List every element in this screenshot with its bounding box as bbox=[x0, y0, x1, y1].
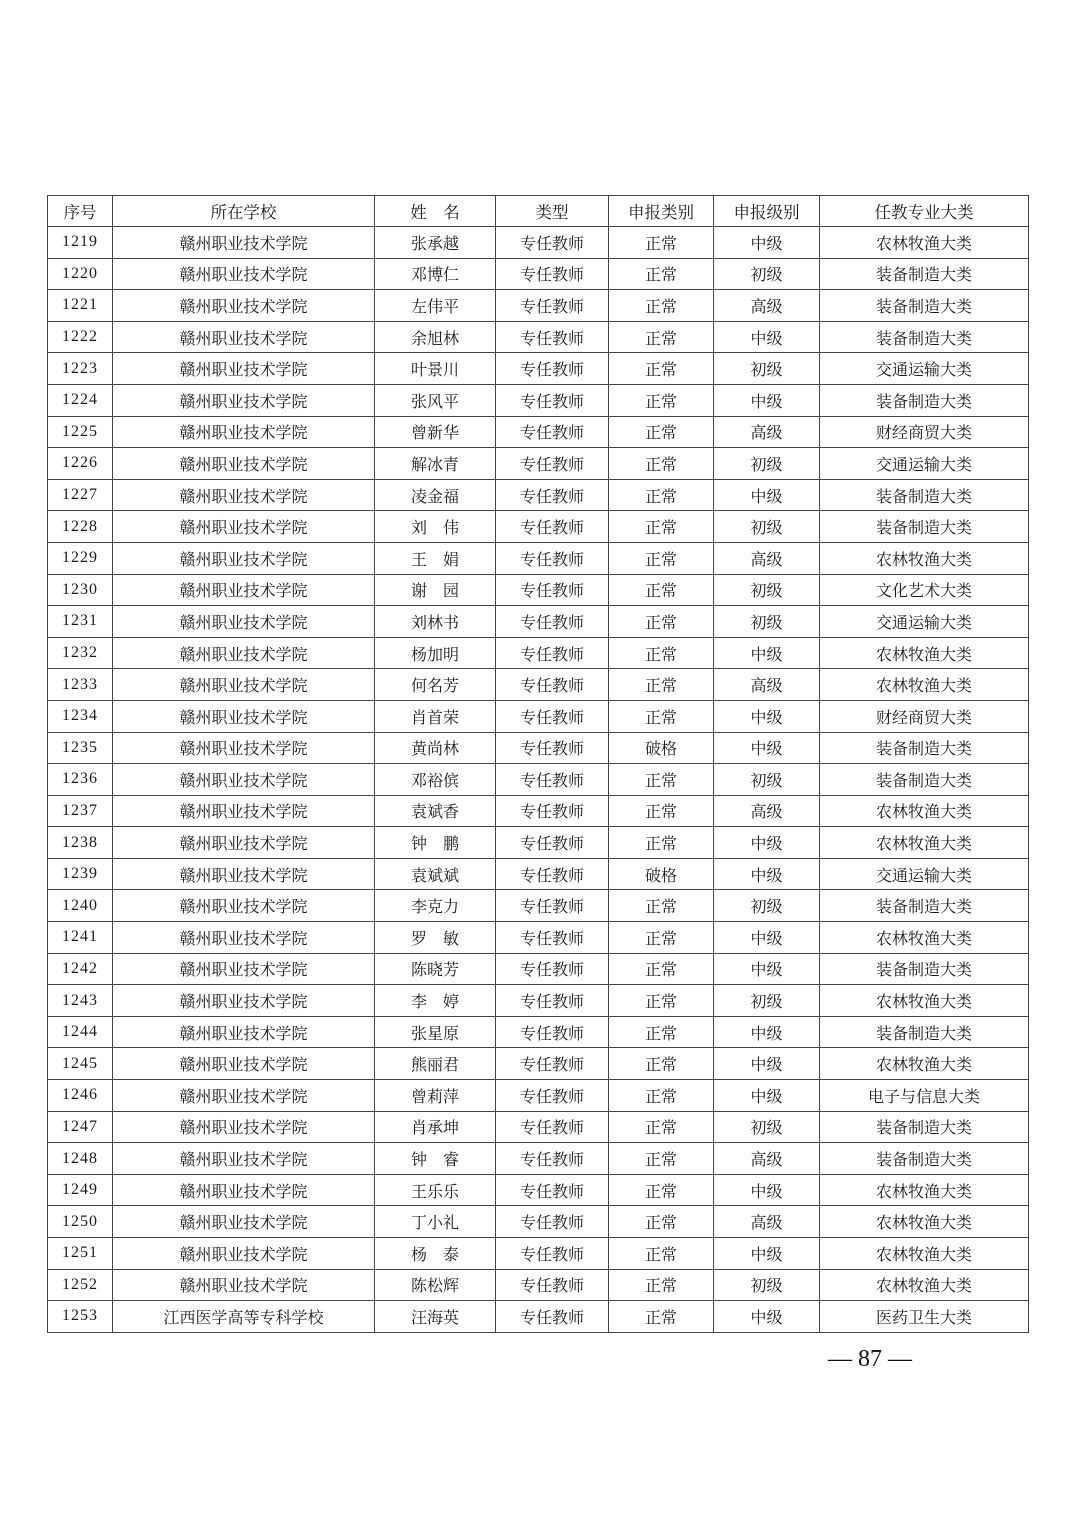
cell-level: 高级 bbox=[714, 290, 820, 322]
cell-school: 赣州职业技术学院 bbox=[113, 1206, 375, 1238]
cell-school: 赣州职业技术学院 bbox=[113, 321, 375, 353]
table-row bbox=[48, 827, 1029, 859]
table-row bbox=[48, 1269, 1029, 1301]
header-school: 所在学校 bbox=[113, 196, 375, 227]
cell-school: 赣州职业技术学院 bbox=[113, 227, 375, 259]
cell-type: 专任教师 bbox=[496, 1206, 609, 1238]
cell-type: 专任教师 bbox=[496, 795, 609, 827]
cell-school: 赣州职业技术学院 bbox=[113, 890, 375, 922]
table-row bbox=[48, 384, 1029, 416]
cell-level: 高级 bbox=[714, 416, 820, 448]
cell-school: 赣州职业技术学院 bbox=[113, 1143, 375, 1175]
cell-category: 正常 bbox=[609, 985, 714, 1017]
cell-school: 赣州职业技术学院 bbox=[113, 448, 375, 480]
cell-level: 中级 bbox=[714, 1301, 820, 1333]
cell-school: 赣州职业技术学院 bbox=[113, 574, 375, 606]
cell-school: 赣州职业技术学院 bbox=[113, 1080, 375, 1112]
cell-school: 赣州职业技术学院 bbox=[113, 542, 375, 574]
cell-type: 专任教师 bbox=[496, 542, 609, 574]
table-row bbox=[48, 669, 1029, 701]
cell-major: 装备制造大类 bbox=[820, 479, 1029, 511]
cell-type: 专任教师 bbox=[496, 258, 609, 290]
header-application-category: 申报类别 bbox=[609, 196, 714, 227]
cell-name: 丁小礼 bbox=[375, 1206, 496, 1238]
cell-name: 李克力 bbox=[375, 890, 496, 922]
cell-index: 1247 bbox=[48, 1111, 113, 1143]
cell-level: 中级 bbox=[714, 384, 820, 416]
cell-category: 正常 bbox=[609, 700, 714, 732]
cell-name: 张星原 bbox=[375, 1016, 496, 1048]
cell-major: 农林牧渔大类 bbox=[820, 922, 1029, 954]
cell-major: 农林牧渔大类 bbox=[820, 637, 1029, 669]
cell-category: 破格 bbox=[609, 858, 714, 890]
cell-index: 1239 bbox=[48, 858, 113, 890]
cell-type: 专任教师 bbox=[496, 448, 609, 480]
cell-index: 1223 bbox=[48, 353, 113, 385]
cell-level: 高级 bbox=[714, 542, 820, 574]
cell-index: 1221 bbox=[48, 290, 113, 322]
cell-category: 正常 bbox=[609, 795, 714, 827]
cell-name: 左伟平 bbox=[375, 290, 496, 322]
cell-school: 赣州职业技术学院 bbox=[113, 732, 375, 764]
cell-category: 正常 bbox=[609, 384, 714, 416]
cell-name: 张承越 bbox=[375, 227, 496, 259]
cell-category: 正常 bbox=[609, 669, 714, 701]
roster-table-container bbox=[47, 195, 1028, 1333]
cell-name: 王 娟 bbox=[375, 542, 496, 574]
cell-school: 赣州职业技术学院 bbox=[113, 353, 375, 385]
cell-school: 赣州职业技术学院 bbox=[113, 764, 375, 796]
cell-level: 中级 bbox=[714, 1048, 820, 1080]
cell-type: 专任教师 bbox=[496, 1016, 609, 1048]
cell-name: 钟 睿 bbox=[375, 1143, 496, 1175]
cell-school: 赣州职业技术学院 bbox=[113, 669, 375, 701]
cell-level: 中级 bbox=[714, 637, 820, 669]
cell-index: 1229 bbox=[48, 542, 113, 574]
cell-name: 陈晓芳 bbox=[375, 953, 496, 985]
cell-index: 1253 bbox=[48, 1301, 113, 1333]
cell-type: 专任教师 bbox=[496, 227, 609, 259]
cell-type: 专任教师 bbox=[496, 1174, 609, 1206]
cell-level: 初级 bbox=[714, 258, 820, 290]
cell-category: 正常 bbox=[609, 227, 714, 259]
cell-name: 李 婷 bbox=[375, 985, 496, 1017]
cell-type: 专任教师 bbox=[496, 922, 609, 954]
cell-index: 1226 bbox=[48, 448, 113, 480]
cell-name: 陈松辉 bbox=[375, 1269, 496, 1301]
cell-type: 专任教师 bbox=[496, 1238, 609, 1270]
cell-major: 装备制造大类 bbox=[820, 511, 1029, 543]
cell-name: 邓裕傧 bbox=[375, 764, 496, 796]
cell-name: 曾莉萍 bbox=[375, 1080, 496, 1112]
table-row bbox=[48, 258, 1029, 290]
cell-major: 装备制造大类 bbox=[820, 321, 1029, 353]
table-row bbox=[48, 890, 1029, 922]
cell-category: 正常 bbox=[609, 1048, 714, 1080]
cell-type: 专任教师 bbox=[496, 511, 609, 543]
cell-type: 专任教师 bbox=[496, 953, 609, 985]
table-row bbox=[48, 1174, 1029, 1206]
cell-school: 赣州职业技术学院 bbox=[113, 700, 375, 732]
cell-school: 赣州职业技术学院 bbox=[113, 479, 375, 511]
table-row bbox=[48, 448, 1029, 480]
cell-major: 财经商贸大类 bbox=[820, 416, 1029, 448]
cell-index: 1238 bbox=[48, 827, 113, 859]
cell-index: 1250 bbox=[48, 1206, 113, 1238]
table-row bbox=[48, 795, 1029, 827]
cell-category: 正常 bbox=[609, 1080, 714, 1112]
table-row bbox=[48, 1301, 1029, 1333]
cell-category: 正常 bbox=[609, 416, 714, 448]
cell-major: 装备制造大类 bbox=[820, 1111, 1029, 1143]
table-row bbox=[48, 637, 1029, 669]
table-row bbox=[48, 732, 1029, 764]
cell-major: 农林牧渔大类 bbox=[820, 827, 1029, 859]
cell-major: 交通运输大类 bbox=[820, 858, 1029, 890]
cell-category: 正常 bbox=[609, 574, 714, 606]
cell-school: 赣州职业技术学院 bbox=[113, 953, 375, 985]
cell-major: 装备制造大类 bbox=[820, 1143, 1029, 1175]
cell-index: 1245 bbox=[48, 1048, 113, 1080]
cell-school: 赣州职业技术学院 bbox=[113, 1111, 375, 1143]
cell-category: 正常 bbox=[609, 764, 714, 796]
cell-major: 农林牧渔大类 bbox=[820, 1238, 1029, 1270]
cell-level: 中级 bbox=[714, 732, 820, 764]
cell-index: 1233 bbox=[48, 669, 113, 701]
cell-school: 江西医学高等专科学校 bbox=[113, 1301, 375, 1333]
cell-level: 中级 bbox=[714, 700, 820, 732]
cell-category: 正常 bbox=[609, 258, 714, 290]
cell-index: 1248 bbox=[48, 1143, 113, 1175]
cell-type: 专任教师 bbox=[496, 353, 609, 385]
cell-index: 1235 bbox=[48, 732, 113, 764]
cell-level: 初级 bbox=[714, 1111, 820, 1143]
cell-category: 正常 bbox=[609, 511, 714, 543]
cell-type: 专任教师 bbox=[496, 827, 609, 859]
cell-level: 中级 bbox=[714, 922, 820, 954]
table-row bbox=[48, 227, 1029, 259]
cell-type: 专任教师 bbox=[496, 858, 609, 890]
table-row bbox=[48, 321, 1029, 353]
cell-level: 高级 bbox=[714, 1143, 820, 1175]
cell-type: 专任教师 bbox=[496, 290, 609, 322]
table-header-row bbox=[48, 196, 1029, 227]
table-row bbox=[48, 985, 1029, 1017]
table-row bbox=[48, 953, 1029, 985]
cell-category: 正常 bbox=[609, 637, 714, 669]
cell-category: 正常 bbox=[609, 1301, 714, 1333]
cell-type: 专任教师 bbox=[496, 1269, 609, 1301]
header-type: 类型 bbox=[496, 196, 609, 227]
cell-name: 杨加明 bbox=[375, 637, 496, 669]
cell-category: 正常 bbox=[609, 827, 714, 859]
cell-name: 张风平 bbox=[375, 384, 496, 416]
cell-index: 1228 bbox=[48, 511, 113, 543]
table-row bbox=[48, 1080, 1029, 1112]
table-row bbox=[48, 1206, 1029, 1238]
cell-major: 装备制造大类 bbox=[820, 890, 1029, 922]
cell-index: 1225 bbox=[48, 416, 113, 448]
cell-category: 正常 bbox=[609, 448, 714, 480]
cell-category: 正常 bbox=[609, 953, 714, 985]
cell-type: 专任教师 bbox=[496, 606, 609, 638]
cell-index: 1237 bbox=[48, 795, 113, 827]
cell-category: 破格 bbox=[609, 732, 714, 764]
cell-type: 专任教师 bbox=[496, 1301, 609, 1333]
cell-index: 1234 bbox=[48, 700, 113, 732]
cell-level: 初级 bbox=[714, 890, 820, 922]
cell-type: 专任教师 bbox=[496, 479, 609, 511]
cell-major: 农林牧渔大类 bbox=[820, 1269, 1029, 1301]
cell-name: 邓博仁 bbox=[375, 258, 496, 290]
cell-major: 装备制造大类 bbox=[820, 732, 1029, 764]
cell-name: 汪海英 bbox=[375, 1301, 496, 1333]
cell-category: 正常 bbox=[609, 922, 714, 954]
cell-index: 1244 bbox=[48, 1016, 113, 1048]
cell-category: 正常 bbox=[609, 1111, 714, 1143]
cell-school: 赣州职业技术学院 bbox=[113, 1016, 375, 1048]
cell-name: 袁斌香 bbox=[375, 795, 496, 827]
table-row bbox=[48, 1143, 1029, 1175]
cell-level: 中级 bbox=[714, 827, 820, 859]
cell-type: 专任教师 bbox=[496, 574, 609, 606]
page-number: — 87 — bbox=[828, 1346, 912, 1372]
table-row bbox=[48, 479, 1029, 511]
cell-level: 初级 bbox=[714, 606, 820, 638]
cell-school: 赣州职业技术学院 bbox=[113, 384, 375, 416]
table-row bbox=[48, 1048, 1029, 1080]
cell-level: 中级 bbox=[714, 953, 820, 985]
cell-category: 正常 bbox=[609, 321, 714, 353]
cell-school: 赣州职业技术学院 bbox=[113, 290, 375, 322]
cell-major: 装备制造大类 bbox=[820, 384, 1029, 416]
cell-name: 解冰青 bbox=[375, 448, 496, 480]
cell-level: 中级 bbox=[714, 1174, 820, 1206]
cell-school: 赣州职业技术学院 bbox=[113, 606, 375, 638]
cell-level: 中级 bbox=[714, 1016, 820, 1048]
cell-school: 赣州职业技术学院 bbox=[113, 637, 375, 669]
header-application-level: 申报级别 bbox=[714, 196, 820, 227]
cell-type: 专任教师 bbox=[496, 1048, 609, 1080]
cell-level: 初级 bbox=[714, 764, 820, 796]
cell-major: 装备制造大类 bbox=[820, 1016, 1029, 1048]
cell-school: 赣州职业技术学院 bbox=[113, 922, 375, 954]
roster-table bbox=[47, 195, 1029, 1333]
cell-type: 专任教师 bbox=[496, 890, 609, 922]
table-row bbox=[48, 700, 1029, 732]
cell-major: 装备制造大类 bbox=[820, 290, 1029, 322]
cell-school: 赣州职业技术学院 bbox=[113, 511, 375, 543]
cell-name: 肖首荣 bbox=[375, 700, 496, 732]
cell-major: 农林牧渔大类 bbox=[820, 1048, 1029, 1080]
cell-school: 赣州职业技术学院 bbox=[113, 985, 375, 1017]
cell-major: 装备制造大类 bbox=[820, 953, 1029, 985]
cell-major: 财经商贸大类 bbox=[820, 700, 1029, 732]
cell-level: 初级 bbox=[714, 353, 820, 385]
header-index: 序号 bbox=[48, 196, 113, 227]
cell-name: 熊丽君 bbox=[375, 1048, 496, 1080]
cell-index: 1241 bbox=[48, 922, 113, 954]
cell-major: 装备制造大类 bbox=[820, 764, 1029, 796]
cell-index: 1231 bbox=[48, 606, 113, 638]
cell-major: 农林牧渔大类 bbox=[820, 1174, 1029, 1206]
cell-name: 刘 伟 bbox=[375, 511, 496, 543]
cell-index: 1232 bbox=[48, 637, 113, 669]
cell-index: 1230 bbox=[48, 574, 113, 606]
cell-category: 正常 bbox=[609, 1143, 714, 1175]
cell-major: 农林牧渔大类 bbox=[820, 669, 1029, 701]
table-row bbox=[48, 416, 1029, 448]
cell-level: 初级 bbox=[714, 574, 820, 606]
cell-name: 何名芳 bbox=[375, 669, 496, 701]
cell-level: 中级 bbox=[714, 227, 820, 259]
cell-type: 专任教师 bbox=[496, 416, 609, 448]
cell-level: 中级 bbox=[714, 1238, 820, 1270]
cell-level: 中级 bbox=[714, 1080, 820, 1112]
cell-name: 罗 敏 bbox=[375, 922, 496, 954]
table-row bbox=[48, 353, 1029, 385]
cell-type: 专任教师 bbox=[496, 384, 609, 416]
cell-school: 赣州职业技术学院 bbox=[113, 795, 375, 827]
cell-category: 正常 bbox=[609, 1016, 714, 1048]
cell-school: 赣州职业技术学院 bbox=[113, 258, 375, 290]
cell-major: 农林牧渔大类 bbox=[820, 1206, 1029, 1238]
cell-type: 专任教师 bbox=[496, 669, 609, 701]
cell-index: 1240 bbox=[48, 890, 113, 922]
cell-level: 高级 bbox=[714, 669, 820, 701]
cell-level: 初级 bbox=[714, 1269, 820, 1301]
cell-school: 赣州职业技术学院 bbox=[113, 1238, 375, 1270]
cell-type: 专任教师 bbox=[496, 637, 609, 669]
table-row bbox=[48, 1238, 1029, 1270]
cell-major: 交通运输大类 bbox=[820, 353, 1029, 385]
cell-category: 正常 bbox=[609, 1238, 714, 1270]
cell-name: 黄尚林 bbox=[375, 732, 496, 764]
cell-major: 医药卫生大类 bbox=[820, 1301, 1029, 1333]
cell-name: 肖承坤 bbox=[375, 1111, 496, 1143]
cell-major: 农林牧渔大类 bbox=[820, 542, 1029, 574]
cell-type: 专任教师 bbox=[496, 985, 609, 1017]
table-row bbox=[48, 764, 1029, 796]
cell-major: 电子与信息大类 bbox=[820, 1080, 1029, 1112]
cell-index: 1219 bbox=[48, 227, 113, 259]
cell-type: 专任教师 bbox=[496, 321, 609, 353]
cell-name: 王乐乐 bbox=[375, 1174, 496, 1206]
cell-level: 初级 bbox=[714, 985, 820, 1017]
table-row bbox=[48, 511, 1029, 543]
cell-school: 赣州职业技术学院 bbox=[113, 858, 375, 890]
cell-index: 1251 bbox=[48, 1238, 113, 1270]
table-body bbox=[48, 227, 1029, 1333]
cell-level: 高级 bbox=[714, 1206, 820, 1238]
cell-school: 赣州职业技术学院 bbox=[113, 1048, 375, 1080]
cell-type: 专任教师 bbox=[496, 764, 609, 796]
cell-name: 曾新华 bbox=[375, 416, 496, 448]
cell-index: 1224 bbox=[48, 384, 113, 416]
cell-name: 余旭林 bbox=[375, 321, 496, 353]
cell-level: 高级 bbox=[714, 795, 820, 827]
cell-category: 正常 bbox=[609, 542, 714, 574]
cell-school: 赣州职业技术学院 bbox=[113, 1269, 375, 1301]
cell-level: 初级 bbox=[714, 448, 820, 480]
table-row bbox=[48, 606, 1029, 638]
cell-level: 中级 bbox=[714, 479, 820, 511]
cell-major: 农林牧渔大类 bbox=[820, 227, 1029, 259]
cell-index: 1252 bbox=[48, 1269, 113, 1301]
cell-major: 装备制造大类 bbox=[820, 258, 1029, 290]
cell-major: 交通运输大类 bbox=[820, 606, 1029, 638]
cell-category: 正常 bbox=[609, 890, 714, 922]
cell-category: 正常 bbox=[609, 479, 714, 511]
cell-type: 专任教师 bbox=[496, 700, 609, 732]
cell-major: 农林牧渔大类 bbox=[820, 795, 1029, 827]
cell-school: 赣州职业技术学院 bbox=[113, 1174, 375, 1206]
cell-category: 正常 bbox=[609, 353, 714, 385]
cell-name: 袁斌斌 bbox=[375, 858, 496, 890]
cell-category: 正常 bbox=[609, 1206, 714, 1238]
cell-name: 谢 园 bbox=[375, 574, 496, 606]
cell-index: 1236 bbox=[48, 764, 113, 796]
table-row bbox=[48, 1111, 1029, 1143]
cell-index: 1227 bbox=[48, 479, 113, 511]
cell-category: 正常 bbox=[609, 1269, 714, 1301]
cell-major: 文化艺术大类 bbox=[820, 574, 1029, 606]
cell-major: 交通运输大类 bbox=[820, 448, 1029, 480]
cell-type: 专任教师 bbox=[496, 1143, 609, 1175]
cell-index: 1220 bbox=[48, 258, 113, 290]
cell-name: 凌金福 bbox=[375, 479, 496, 511]
cell-major: 农林牧渔大类 bbox=[820, 985, 1029, 1017]
cell-level: 中级 bbox=[714, 321, 820, 353]
table-row bbox=[48, 574, 1029, 606]
table-row bbox=[48, 858, 1029, 890]
cell-name: 刘林书 bbox=[375, 606, 496, 638]
cell-index: 1243 bbox=[48, 985, 113, 1017]
cell-type: 专任教师 bbox=[496, 1111, 609, 1143]
header-major-category: 任教专业大类 bbox=[820, 196, 1029, 227]
table-row bbox=[48, 1016, 1029, 1048]
cell-category: 正常 bbox=[609, 290, 714, 322]
cell-school: 赣州职业技术学院 bbox=[113, 416, 375, 448]
cell-type: 专任教师 bbox=[496, 732, 609, 764]
cell-type: 专任教师 bbox=[496, 1080, 609, 1112]
cell-index: 1246 bbox=[48, 1080, 113, 1112]
cell-index: 1222 bbox=[48, 321, 113, 353]
cell-name: 叶景川 bbox=[375, 353, 496, 385]
table-row bbox=[48, 290, 1029, 322]
cell-category: 正常 bbox=[609, 606, 714, 638]
cell-school: 赣州职业技术学院 bbox=[113, 827, 375, 859]
cell-category: 正常 bbox=[609, 1174, 714, 1206]
table-row bbox=[48, 922, 1029, 954]
cell-level: 中级 bbox=[714, 858, 820, 890]
cell-index: 1242 bbox=[48, 953, 113, 985]
table-row bbox=[48, 542, 1029, 574]
cell-name: 杨 泰 bbox=[375, 1238, 496, 1270]
cell-name: 钟 鹏 bbox=[375, 827, 496, 859]
header-name: 姓 名 bbox=[375, 196, 496, 227]
cell-level: 初级 bbox=[714, 511, 820, 543]
cell-index: 1249 bbox=[48, 1174, 113, 1206]
